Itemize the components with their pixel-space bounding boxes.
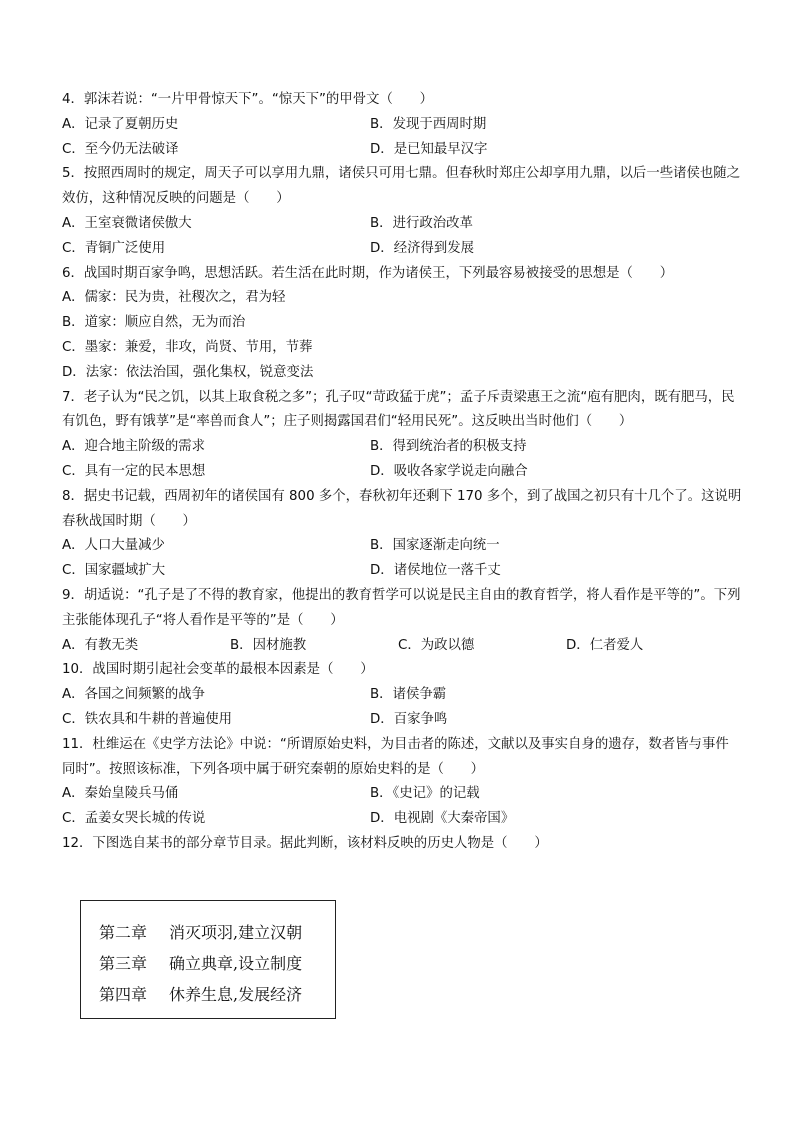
option-d: D．电视剧《大秦帝国》 [370,811,515,827]
toc-row [99,917,335,948]
table-of-contents-box [80,900,336,1019]
toc-chapter: 第三章 [99,954,148,973]
question-stem: 10．战国时期引起社会变革的最根本因素是（ ） [62,662,374,678]
options [62,782,742,832]
options [62,634,742,659]
option-d: D．法家：依法治国，强化集权，锐意变法 [62,364,314,380]
question-9 [62,584,742,658]
option-b: B．诸侯争霸 [370,687,447,703]
option-c: C．青铜广泛使用 [62,240,166,256]
option-b: B．道家：顺应自然，无为而治 [62,315,246,331]
question-6 [62,262,742,386]
toc-title: 休养生息,发展经济 [169,985,303,1004]
option-d: D．吸收各家学说走向融合 [370,463,528,479]
toc-chapter: 第四章 [99,985,148,1004]
question-4 [62,88,742,162]
options [62,435,742,485]
option-b: B．国家逐渐走向统一 [370,538,500,554]
option-c: C．墨家：兼爱，非攻，尚贤、节用，节葬 [62,339,313,355]
question-12 [62,832,742,857]
option-c: C．具有一定的民本思想 [62,463,206,479]
question-stem: 4．郭沫若说：“一片甲骨惊天下”。“惊天下”的甲骨文（ ） [62,92,434,107]
option-c: C．至今仍无法破译 [62,141,179,157]
option-d: D．是已知最早汉字 [370,141,488,157]
option-c: C．国家疆域扩大 [62,563,166,579]
question-10 [62,658,742,732]
toc-title: 确立典章,设立制度 [169,954,303,973]
question-stem: 8．据史书记载，西周初年的诸侯国有 800 多个，春秋初年还剩下 170 多个，到了战国之初只有十几个了。这说明春秋战国时期（ ） [62,488,742,529]
option-c: C．为政以德 [398,637,475,653]
question-8 [62,485,742,584]
option-a: A．有教无类 [62,637,139,653]
option-a: A．王室衰微诸侯傲大 [62,215,192,231]
toc-row [99,979,335,1010]
options [62,534,742,584]
option-a: A．迎合地主阶级的需求 [62,439,206,455]
option-b: B．得到统治者的积极支持 [370,439,527,455]
option-d: D．诸侯地位一落千丈 [370,563,501,579]
option-c: C．铁农具和牛耕的普遍使用 [62,711,233,727]
question-7 [62,386,742,485]
option-a: A．记录了夏朝历史 [62,116,179,132]
toc-chapter: 第二章 [99,923,148,942]
question-stem: 6．战国时期百家争鸣，思想活跃。若生活在此时期，作为诸侯王，下列最容易被接受的思想是（ ） [62,265,674,281]
options [62,683,742,733]
question-11 [62,733,742,832]
options [62,113,742,163]
question-stem: 12．下图选自某书的部分章节目录。据此判断，该材料反映的历史人物是（ ） [62,835,548,851]
option-a: A．儒家：民为贵，社稷次之，君为轻 [62,290,286,306]
toc-title: 消灭项羽,建立汉朝 [169,923,303,942]
question-list [62,88,742,857]
question-stem: 9．胡适说：“孔子是了不得的教育家，他提出的教育哲学可以说是民主自由的教育哲学，将人看作是平等的”。下列主张能体现孔子“将人看作是平等的”是（ ） [62,587,741,628]
question-5 [62,162,742,261]
option-a: A．各国之间频繁的战争 [62,687,206,703]
option-a: A．秦始皇陵兵马俑 [62,786,179,802]
options [62,212,742,262]
option-a: A．人口大量减少 [62,538,165,554]
question-stem: 11．杜维运在《史学方法论》中说：“所谓原始史料，为目击者的陈述，文献以及事实自身的遗存，数者皆与事件同时”。按照该标准，下列各项中属于研究秦朝的原始史料的是（ ） [62,736,729,777]
option-b: B．发现于西周时期 [370,116,487,132]
question-stem: 5．按照西周时的规定，周天子可以享用九鼎，诸侯只可用七鼎。但春秋时郑庄公却享用九鼎，以后一些诸侯也随之效仿，这种情况反映的问题是（ ） [62,166,741,207]
option-b: B．因材施教 [230,637,307,653]
option-c: C．孟姜女哭长城的传说 [62,811,206,827]
option-d: D．仁者爱人 [566,637,644,653]
option-b: B．进行政治改革 [370,215,473,231]
option-d: D．百家争鸣 [370,711,448,727]
toc-row [99,948,335,979]
option-d: D．经济得到发展 [370,240,475,256]
option-b: B．《史记》的记载 [370,786,480,802]
question-stem: 7．老子认为“民之饥，以其上取食税之多”；孔子叹“苛政猛于虎”；孟子斥责梁惠王之流“庖有肥肉，既有肥马，民有饥色，野有饿莩”是“率兽而食人”；庄子则揭露国君们“轻用民死”。这反映出当时他们（ ） [62,389,735,430]
